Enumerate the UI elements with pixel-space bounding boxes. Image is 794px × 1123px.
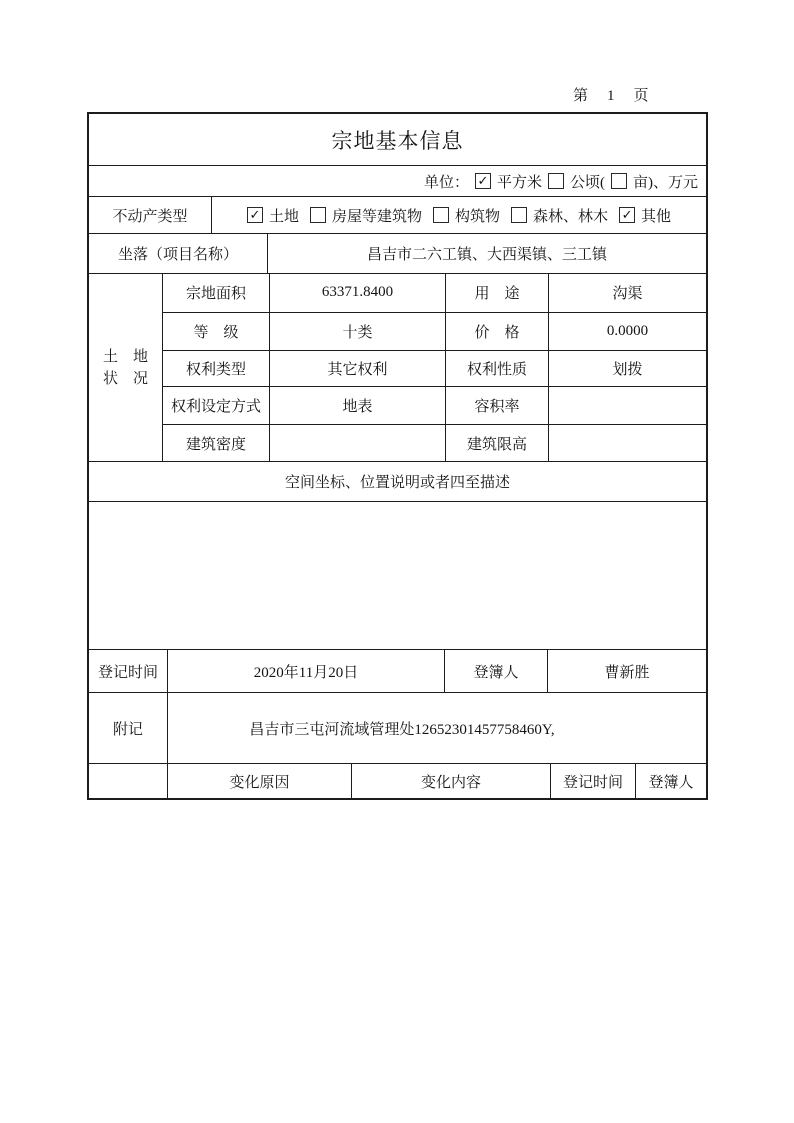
change-header-row: [89, 763, 706, 798]
notes-label: 附记: [112, 721, 143, 738]
parcel-area-value: 63371.8400: [269, 274, 445, 312]
unit-option-label: 公顷(: [570, 174, 605, 191]
unit-option-hectare: [548, 171, 605, 192]
right-type-label: 权利类型: [185, 361, 246, 378]
change-time-header: 登记时间: [550, 764, 635, 798]
recorder-label: 登簿人: [444, 650, 547, 692]
change-content-header: 变化内容: [351, 764, 550, 798]
location-value: 昌吉市二六工镇、大西渠镇、三工镇: [267, 234, 706, 273]
usage-label: 用 途: [445, 274, 548, 312]
plot-ratio-label: 容积率: [445, 387, 548, 424]
right-type-value: 其它权利: [269, 351, 445, 387]
right-setting-value: 地表: [269, 387, 445, 424]
notes-value: 昌吉市三屯河流域管理处12652301457758460Y,: [167, 693, 706, 763]
estate-option-label: 土地: [268, 208, 299, 225]
plot-ratio-value: [548, 387, 706, 424]
estate-option-label: 房屋等建筑物: [331, 208, 422, 225]
coords-content-cell: [89, 501, 706, 649]
checkbox-square-meter[interactable]: ✓: [475, 173, 491, 189]
coords-header: 空间坐标、位置说明或者四至描述: [284, 475, 510, 491]
units-label: 单位：: [423, 174, 469, 191]
usage-value: 沟渠: [548, 274, 706, 312]
unit-option-mu: [611, 171, 698, 192]
estate-option-forest: [511, 205, 608, 226]
checkbox-mu[interactable]: [611, 173, 627, 189]
checkbox-building[interactable]: [310, 207, 326, 223]
land-row-area: [163, 274, 706, 312]
estate-option-land: [247, 205, 299, 226]
unit-option-square-meter: [475, 171, 542, 192]
notes-row: [89, 692, 706, 763]
page-indicator: 第 1 页: [573, 88, 651, 104]
land-status-block: [89, 273, 706, 461]
land-row-right-type: [163, 350, 706, 387]
page-title: 宗地基本信息: [331, 128, 464, 153]
height-limit-value: [548, 425, 706, 461]
grade-label: 等 级: [193, 324, 239, 341]
location-label: 坐落（项目名称）: [117, 247, 238, 263]
recorder-value: 曹新胜: [547, 650, 706, 692]
estate-option-building: [310, 205, 422, 226]
estate-option-label: 构筑物: [454, 208, 500, 225]
building-density-label: 建筑密度: [185, 436, 246, 453]
estate-option-structure: [433, 205, 500, 226]
right-nature-value: 划拨: [548, 351, 706, 387]
price-label: 价 格: [445, 313, 548, 350]
estate-option-label: 其他: [641, 208, 672, 225]
checkbox-land[interactable]: ✓: [247, 207, 263, 223]
land-status-side-label-line1: 土 地: [102, 348, 148, 365]
estate-option-label: 森林、林木: [533, 208, 609, 225]
coords-header-row: [89, 461, 706, 501]
price-value: 0.0000: [548, 313, 706, 350]
parcel-info-table: [87, 112, 708, 800]
registration-row: [89, 649, 706, 692]
estate-option-other: [619, 205, 671, 226]
land-status-side-label-line2: 状 况: [102, 370, 148, 387]
right-nature-label: 权利性质: [445, 351, 548, 387]
land-status-rows: [162, 274, 706, 461]
checkbox-structure[interactable]: [433, 207, 449, 223]
change-recorder-header: 登簿人: [635, 764, 706, 798]
title-row: [89, 114, 706, 165]
change-reason-header: 变化原因: [167, 764, 351, 798]
estate-type-label: 不动产类型: [112, 208, 188, 225]
grade-value: 十类: [269, 313, 445, 350]
registration-time-label: 登记时间: [97, 664, 158, 681]
location-row: [89, 233, 706, 273]
land-status-side-label: [89, 274, 162, 461]
change-header-blank-cell: [89, 764, 167, 798]
land-row-grade: [163, 312, 706, 350]
registration-time-value: 2020年11月20日: [167, 650, 444, 692]
land-row-building-density: [163, 424, 706, 461]
land-row-right-setting: [163, 386, 706, 424]
parcel-area-label: 宗地面积: [185, 286, 246, 303]
checkbox-forest[interactable]: [511, 207, 527, 223]
unit-option-label: 亩)、万元: [633, 174, 698, 191]
units-row: [89, 165, 706, 196]
estate-type-options: [211, 197, 706, 233]
height-limit-label: 建筑限高: [445, 425, 548, 461]
estate-type-row: [89, 196, 706, 233]
checkbox-hectare[interactable]: [548, 173, 564, 189]
right-setting-label: 权利设定方式: [170, 399, 261, 416]
checkbox-other[interactable]: ✓: [619, 207, 635, 223]
unit-option-label: 平方米: [496, 174, 542, 191]
building-density-value: [269, 425, 445, 461]
